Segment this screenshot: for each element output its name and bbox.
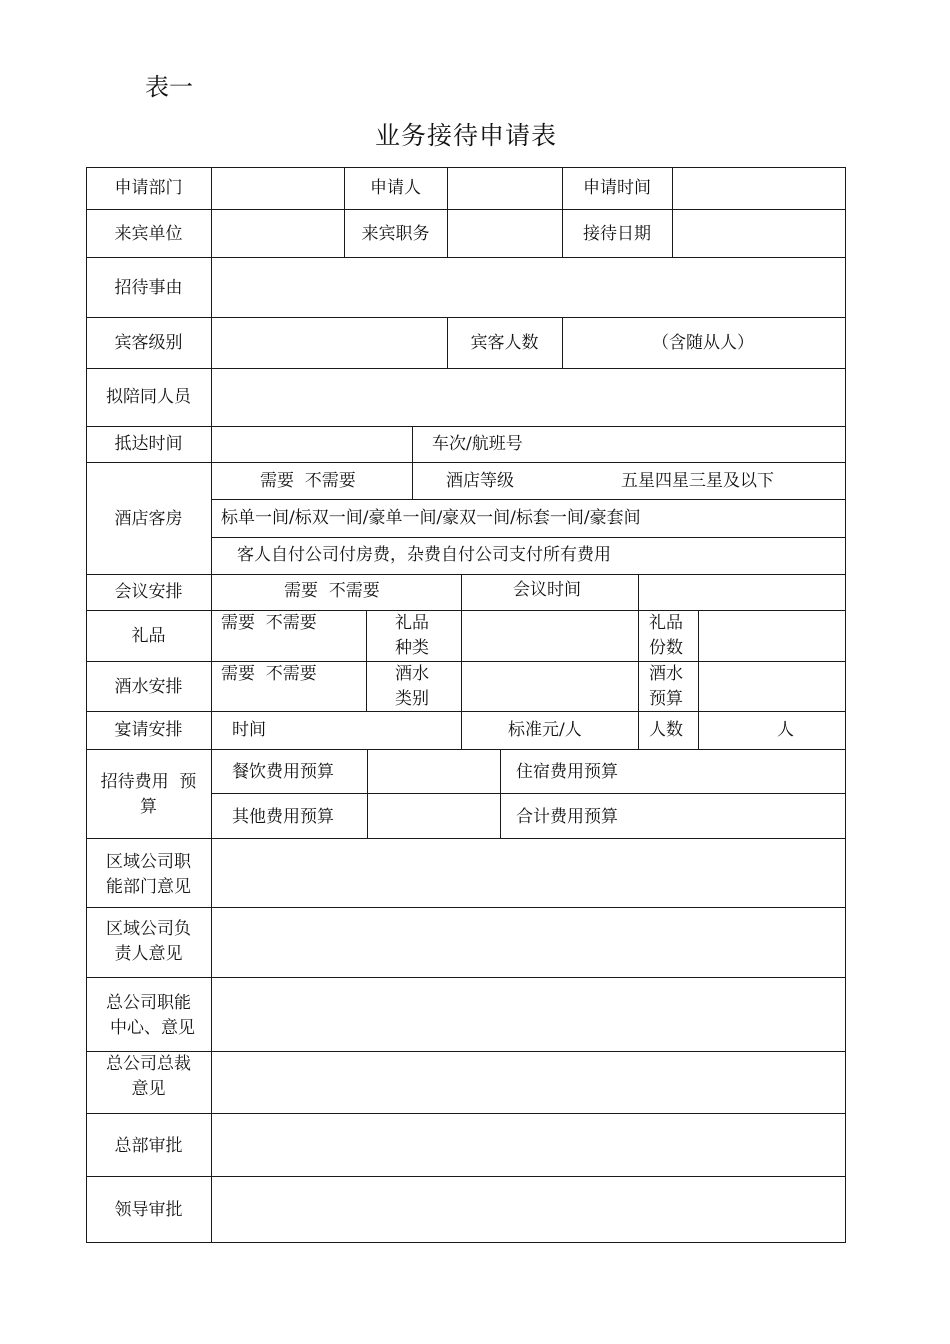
banquet-count-label: 人数: [649, 720, 683, 740]
hq-approval-label: 总部审批: [114, 1136, 183, 1156]
reason-label: 招待事由: [114, 278, 183, 298]
col-line: [638, 574, 639, 749]
hotel-subrow-line: [211, 499, 846, 500]
applicant-label: 申请人: [370, 178, 421, 198]
row-line: [86, 462, 846, 463]
drinks-budget-label: 预算: [649, 689, 683, 709]
col-line: [461, 574, 462, 749]
row-line: [86, 907, 846, 908]
gift-need-options: 需要 不需要: [221, 613, 317, 633]
row-line: [86, 1113, 846, 1114]
guest-level-label: 宾客级别: [114, 333, 183, 353]
hotel-need-options: 需要 不需要: [260, 471, 356, 491]
guest-count-label: 宾客人数: [470, 333, 539, 353]
guest-unit-label: 来宾单位: [114, 224, 183, 244]
hotel-grade-label: 酒店等级: [446, 471, 514, 491]
banquet-count-unit: 人: [777, 720, 794, 740]
budget-label: 算: [140, 797, 157, 817]
row-line: [86, 661, 846, 662]
banquet-time-label: 时间: [232, 720, 266, 740]
col-line: [672, 167, 673, 257]
catering-budget-label: 餐饮费用预算: [232, 762, 334, 782]
row-line: [86, 317, 846, 318]
row-line: [86, 209, 846, 210]
hotel-label: 酒店客房: [114, 509, 183, 529]
hotel-subrow-line: [211, 537, 846, 538]
gift-qty-label: 份数: [649, 638, 683, 658]
meeting-label: 会议安排: [114, 582, 183, 602]
meeting-need-options: 需要 不需要: [284, 581, 380, 601]
regional-dept-opinion-label: 能部门意见: [106, 877, 191, 897]
drinks-label: 酒水安排: [114, 677, 183, 697]
row-line: [86, 749, 846, 750]
drinks-budget-label: 酒水: [649, 664, 683, 684]
gift-kind-label: 种类: [395, 638, 429, 658]
guest-count-note: （含随从人）: [652, 333, 754, 353]
hq-center-opinion-label: 中心、意见: [110, 1018, 195, 1038]
hotel-grade-options: 五星四星三星及以下: [621, 471, 774, 491]
table-border-right: [845, 167, 846, 1243]
page-title: 业务接待申请表: [374, 121, 557, 150]
col-line: [500, 749, 501, 838]
hq-president-opinion-label: 总公司总裁: [106, 1054, 191, 1074]
hq-president-opinion-label: 意见: [131, 1079, 166, 1099]
applicant-dept-label: 申请部门: [114, 178, 183, 198]
hotel-payment: 客人自付公司付房费，杂费自付公司支付所有费用: [237, 545, 611, 565]
hq-center-opinion-label: 总公司职能: [106, 993, 191, 1013]
row-line: [86, 574, 846, 575]
form-number: 表一: [145, 73, 193, 101]
reception-date-label: 接待日期: [583, 224, 651, 244]
lodging-budget-label: 住宿费用预算: [516, 762, 618, 782]
row-line: [86, 711, 846, 712]
row-line: [86, 368, 846, 369]
row-line: [86, 1176, 846, 1177]
drinks-need-options: 需要 不需要: [221, 664, 317, 684]
drinks-kind-label: 类别: [395, 689, 429, 709]
col-line: [562, 317, 563, 368]
arrival-label: 抵达时间: [114, 434, 183, 454]
guest-position-label: 来宾职务: [361, 224, 430, 244]
col-line: [447, 167, 448, 257]
banquet-label: 宴请安排: [114, 720, 183, 740]
application-form-table: [86, 167, 846, 1243]
table-border-bottom: [86, 1242, 846, 1243]
total-budget-label: 合计费用预算: [516, 807, 618, 827]
other-budget-label: 其他费用预算: [232, 807, 334, 827]
regional-dept-opinion-label: 区域公司职: [106, 852, 191, 872]
col-line: [366, 610, 367, 711]
hotel-room-types: 标单一间/标双一间/豪单一间/豪双一间/标套一间/豪套间: [221, 508, 641, 528]
col-line: [698, 610, 699, 749]
row-line: [86, 610, 846, 611]
col-line: [412, 426, 413, 499]
col-line: [367, 749, 368, 838]
budget-label: 招待费用 预: [100, 772, 197, 792]
banquet-standard-label: 标准元/人: [508, 720, 582, 740]
meeting-time-label: 会议时间: [513, 580, 581, 600]
regional-head-opinion-label: 责人意见: [114, 944, 183, 964]
regional-head-opinion-label: 区域公司负: [106, 919, 191, 939]
budget-subrow-line: [211, 793, 846, 794]
leader-approval-label: 领导审批: [114, 1200, 183, 1220]
row-line: [86, 257, 846, 258]
train-flight-label: 车次/航班号: [432, 434, 523, 454]
row-line: [86, 838, 846, 839]
companions-label: 拟陪同人员: [106, 387, 191, 407]
apply-time-label: 申请时间: [583, 178, 651, 198]
table-border-top: [86, 167, 846, 168]
row-line: [86, 426, 846, 427]
gift-label: 礼品: [131, 626, 166, 646]
gift-qty-label: 礼品: [649, 613, 683, 633]
drinks-kind-label: 酒水: [395, 664, 429, 684]
row-line: [86, 977, 846, 978]
gift-kind-label: 礼品: [395, 613, 429, 633]
label-column-line: [211, 167, 212, 1243]
